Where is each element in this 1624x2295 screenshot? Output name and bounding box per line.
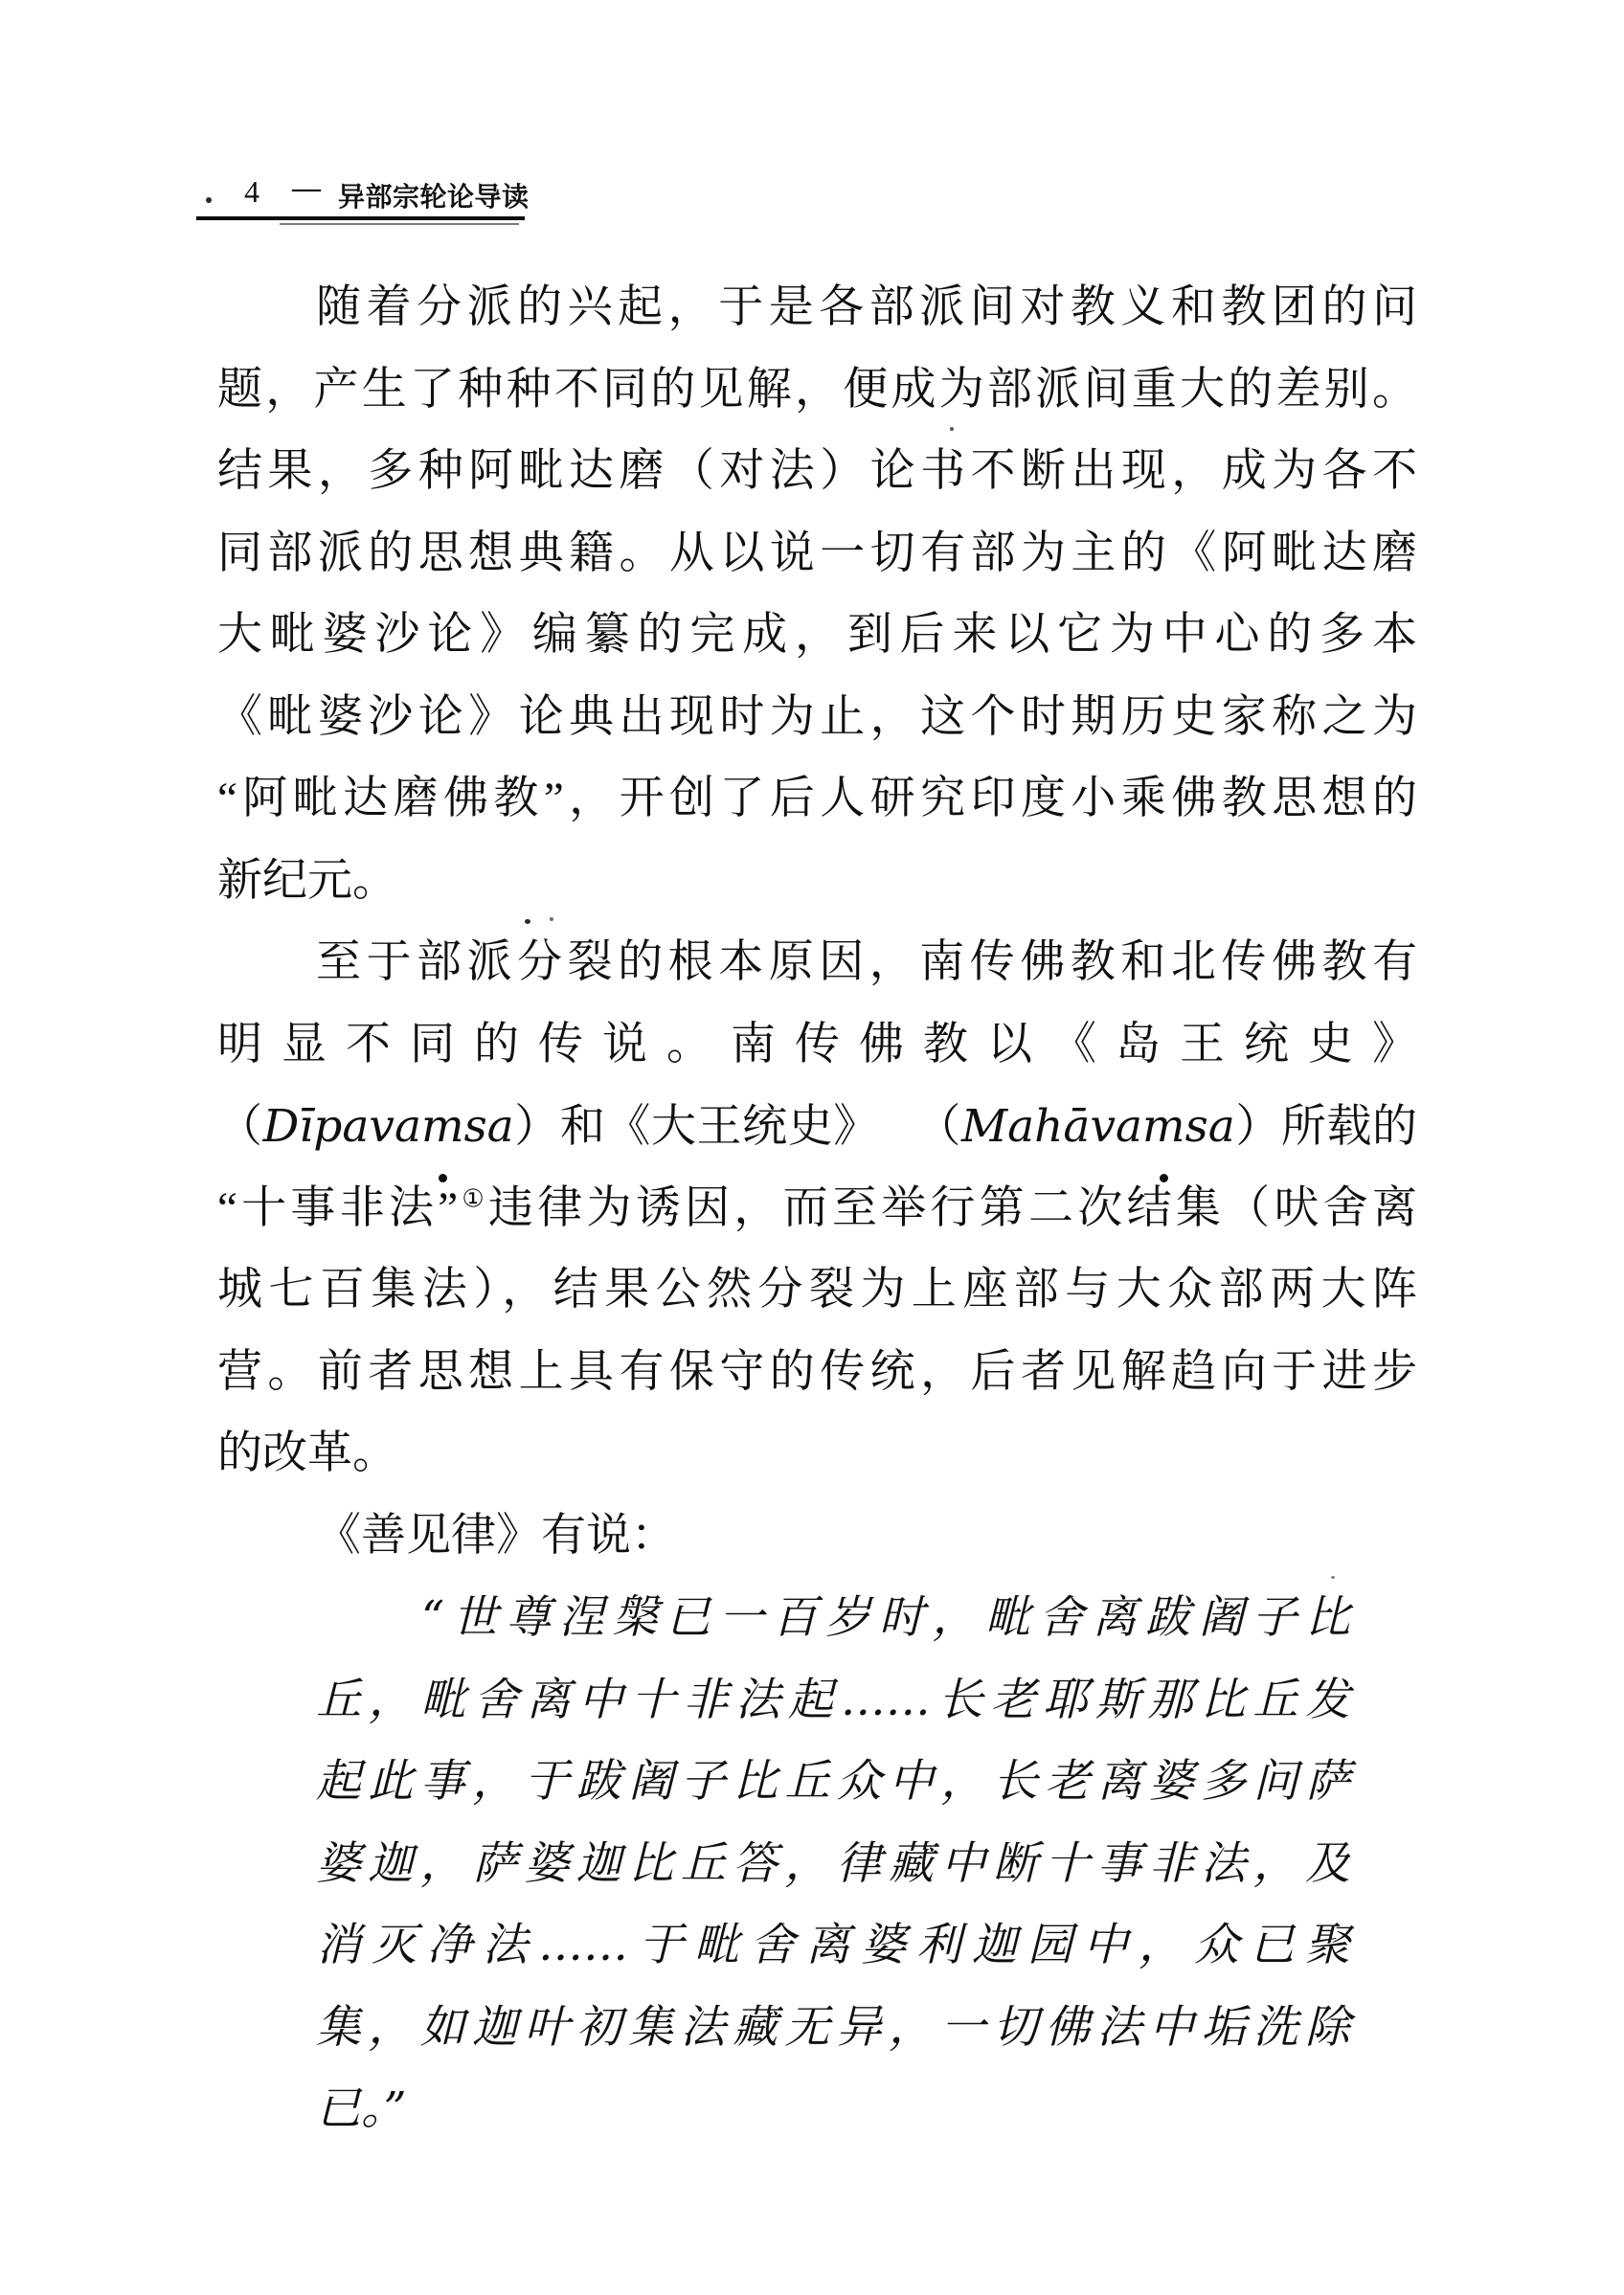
body-line-7: “阿毗达磨佛教”，开创了后人研究印度小乘佛教思想的: [217, 774, 1417, 823]
line-head: “十事非法”: [217, 1182, 459, 1233]
body-line-11: [217, 1086, 1417, 1168]
quote-line-2: 丘，毗舍离中十非法起……长老耶斯那比丘发: [316, 1673, 1350, 1726]
body-line-9: 至于部派分裂的根本原因，南传佛教和北传佛教有: [316, 937, 1417, 987]
dipavamsa-pre: Dīpava: [262, 1100, 421, 1153]
body-line-8: 新纪元。: [217, 855, 397, 906]
line-tail: ）所载的: [1234, 1102, 1418, 1152]
quote-line-5: 消灭净法……于毗舍离婆利迦园中，众已聚: [316, 1919, 1350, 1971]
quote-line-7: 已。”: [316, 2082, 407, 2135]
body-text: [217, 267, 1417, 2150]
scan-speck: [950, 427, 954, 431]
footnote-marker: ①: [458, 1183, 488, 1212]
scan-speck: [1331, 1576, 1335, 1579]
body-line-3: 结果，多种阿毗达磨（对法）论书不断出现，成为各不: [217, 446, 1417, 496]
mahavamsa-post: sa: [1184, 1100, 1235, 1153]
body-line-12: [217, 1168, 1417, 1250]
mahavamsa-pre: Mahāva: [961, 1100, 1143, 1153]
header-separator: —: [292, 172, 321, 204]
scan-speck: [550, 917, 553, 921]
body-line-10: 明显不同的传说。南传佛教以《岛王统史》: [217, 1019, 1417, 1069]
header-rule: [196, 216, 525, 220]
header-rule-ghost: [280, 223, 519, 225]
page-number: 4: [244, 174, 259, 209]
scan-speck: [525, 919, 530, 924]
quote-line-1: “世尊涅槃已一百岁时，毗舍离跋阇子比: [421, 1591, 1350, 1644]
body-line-2: 题，产生了种种不同的见解，便成为部派间重大的差别。: [217, 364, 1417, 415]
body-line-5: 大毗婆沙论》编纂的完成，到后来以它为中心的多本: [217, 610, 1417, 660]
body-line-14: 营。前者思想上具有保守的传统，后者见解趋向于进步: [217, 1346, 1417, 1397]
margin-dot: [206, 197, 212, 203]
quote-line-4: 婆迦，萨婆迦比丘答，律藏中断十事非法，及: [316, 1836, 1350, 1890]
open-paren: （: [217, 1102, 263, 1152]
body-line-16: 《善见律》有说：: [316, 1510, 676, 1561]
mid-text: ）和《大王统史》: [513, 1102, 879, 1152]
quote-line-6: 集，如迦叶初集法藏无异，一切佛法中垢洗除: [316, 2000, 1350, 2054]
dipavamsa-post: sa: [463, 1100, 514, 1153]
mahavamsa-m-underdot: m: [1142, 1086, 1185, 1168]
body-line-4: 同部派的思想典籍。从以说一切有部为主的《阿毗达磨: [217, 528, 1417, 578]
book-title: 异部宗轮论导读: [338, 183, 530, 213]
body-line-13: 城七百集法），结果公然分裂为上座部与大众部两大阵: [217, 1265, 1417, 1315]
body-line-1: 随着分派的兴起，于是各部派间对教义和教团的问: [316, 282, 1417, 332]
body-line-15: 的改革。: [217, 1429, 397, 1478]
open-paren-2: （: [914, 1102, 962, 1152]
running-header: [196, 174, 579, 222]
quote-line-3: 起此事，于跋阇子比丘众中，长老离婆多问萨: [316, 1755, 1350, 1808]
body-line-6: 《毗婆沙论》论典出现时为止，这个时期历史家称之为: [217, 691, 1417, 742]
dipavamsa-m-underdot: m: [421, 1086, 464, 1168]
line-tail: 违律为诱因，而至举行第二次结集（吠舍离: [488, 1182, 1418, 1233]
